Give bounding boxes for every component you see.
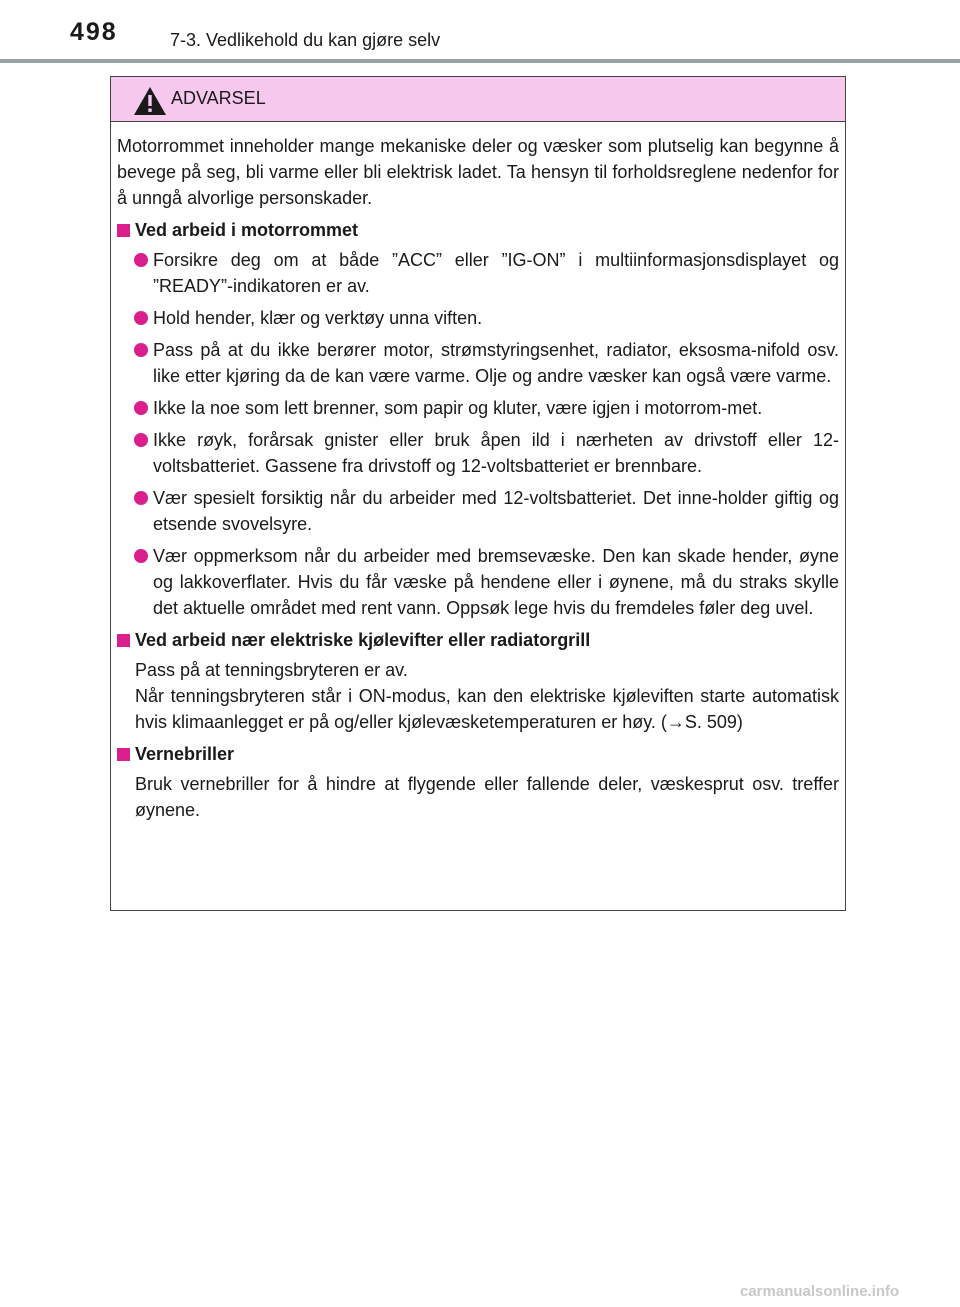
list-item (117, 427, 839, 479)
square-bullet-icon (117, 224, 130, 237)
section-heading-engine-bay (117, 217, 839, 243)
round-bullet-icon (134, 311, 148, 325)
list-item (117, 337, 839, 389)
list-item-text: Pass på at du ikke berører motor, strømstyringsenhet, radiator, eksosma-nifold osv. like etter kjøring da de kan være varme. Olje og andre væsker kan også være varme. (153, 340, 839, 386)
section-text-line: Bruk vernebriller for å hindre at flygende eller fallende deler, væskesprut osv. treffer øynene. (135, 774, 839, 820)
round-bullet-icon (134, 401, 148, 415)
list-item (117, 485, 839, 537)
section-title: 7-3. Vedlikehold du kan gjøre selv (170, 30, 441, 50)
section-text-line: Når tenningsbryteren står i ON-modus, kan den elektriske kjøleviften starte automatisk hvis klimaanlegget er på og/eller kjølevæsketemperaturen er høy. (→S. 509) (135, 686, 839, 732)
list-item-text: Ikke røyk, forårsak gnister eller bruk åpen ild i nærheten av drivstoff eller 12-voltsbatteriet. Gassene fra drivstoff og 12-voltsbatteriet er brennbare. (153, 430, 839, 476)
list-item (117, 247, 839, 299)
round-bullet-icon (134, 491, 148, 505)
warning-triangle-icon (133, 86, 167, 116)
section-text (117, 657, 839, 735)
list-item-text: Hold hender, klær og verktøy unna viften. (153, 308, 483, 328)
round-bullet-icon (134, 343, 148, 357)
section-text (117, 771, 839, 823)
list-item-text: Vær spesielt forsiktig når du arbeider med 12-voltsbatteriet. Det inne-holder giftig og etsende svovelsyre. (153, 488, 839, 534)
section-heading-cooling-fans (117, 627, 839, 653)
square-bullet-icon (117, 748, 130, 761)
warning-header (111, 77, 845, 122)
section-heading-text: Vernebriller (135, 744, 235, 764)
warning-intro: Motorrommet inneholder mange mekaniske deler og væsker som plutselig kan begynne å bevege på seg, bli varme eller bli elektrisk ladet. Ta hensyn til forholdsreglene nedenfor for å unngå alvorlige personskader. (117, 136, 839, 208)
round-bullet-icon (134, 433, 148, 447)
section-heading-text: Ved arbeid i motorrommet (135, 220, 359, 240)
list-item (117, 395, 839, 421)
round-bullet-icon (134, 549, 148, 563)
list-item (117, 305, 839, 331)
warning-box (110, 76, 846, 911)
list-item-text: Ikke la noe som lett brenner, som papir og kluter, være igjen i motorrom-met. (153, 398, 763, 418)
section-heading-goggles (117, 741, 839, 767)
list-item-text: Vær oppmerksom når du arbeider med bremsevæske. Den kan skade hender, øyne og lakkoverflater. Hvis du får væske på hendene eller i øynene, må du straks skylle det aktuelle området med rent vann. Oppsøk lege hvis du fremdeles føler deg uvel. (153, 546, 839, 618)
page-header (0, 0, 960, 50)
round-bullet-icon (134, 253, 148, 267)
list-item-text: Forsikre deg om at både ”ACC” eller ”IG-ON” i multiinformasjonsdisplayet og ”READY”-indikatoren er av. (153, 250, 839, 296)
square-bullet-icon (117, 634, 130, 647)
footer-watermark: carmanualsonline.info (740, 1283, 900, 1300)
warning-label: ADVARSEL (171, 88, 266, 108)
header-divider (0, 59, 960, 63)
list-item (117, 543, 839, 621)
section-heading-text: Ved arbeid nær elektriske kjølevifter eller radiatorgrill (135, 630, 591, 650)
warning-body (117, 133, 839, 829)
page-number: 498 (70, 18, 118, 46)
section-text-line: Pass på at tenningsbryteren er av. (135, 660, 408, 680)
